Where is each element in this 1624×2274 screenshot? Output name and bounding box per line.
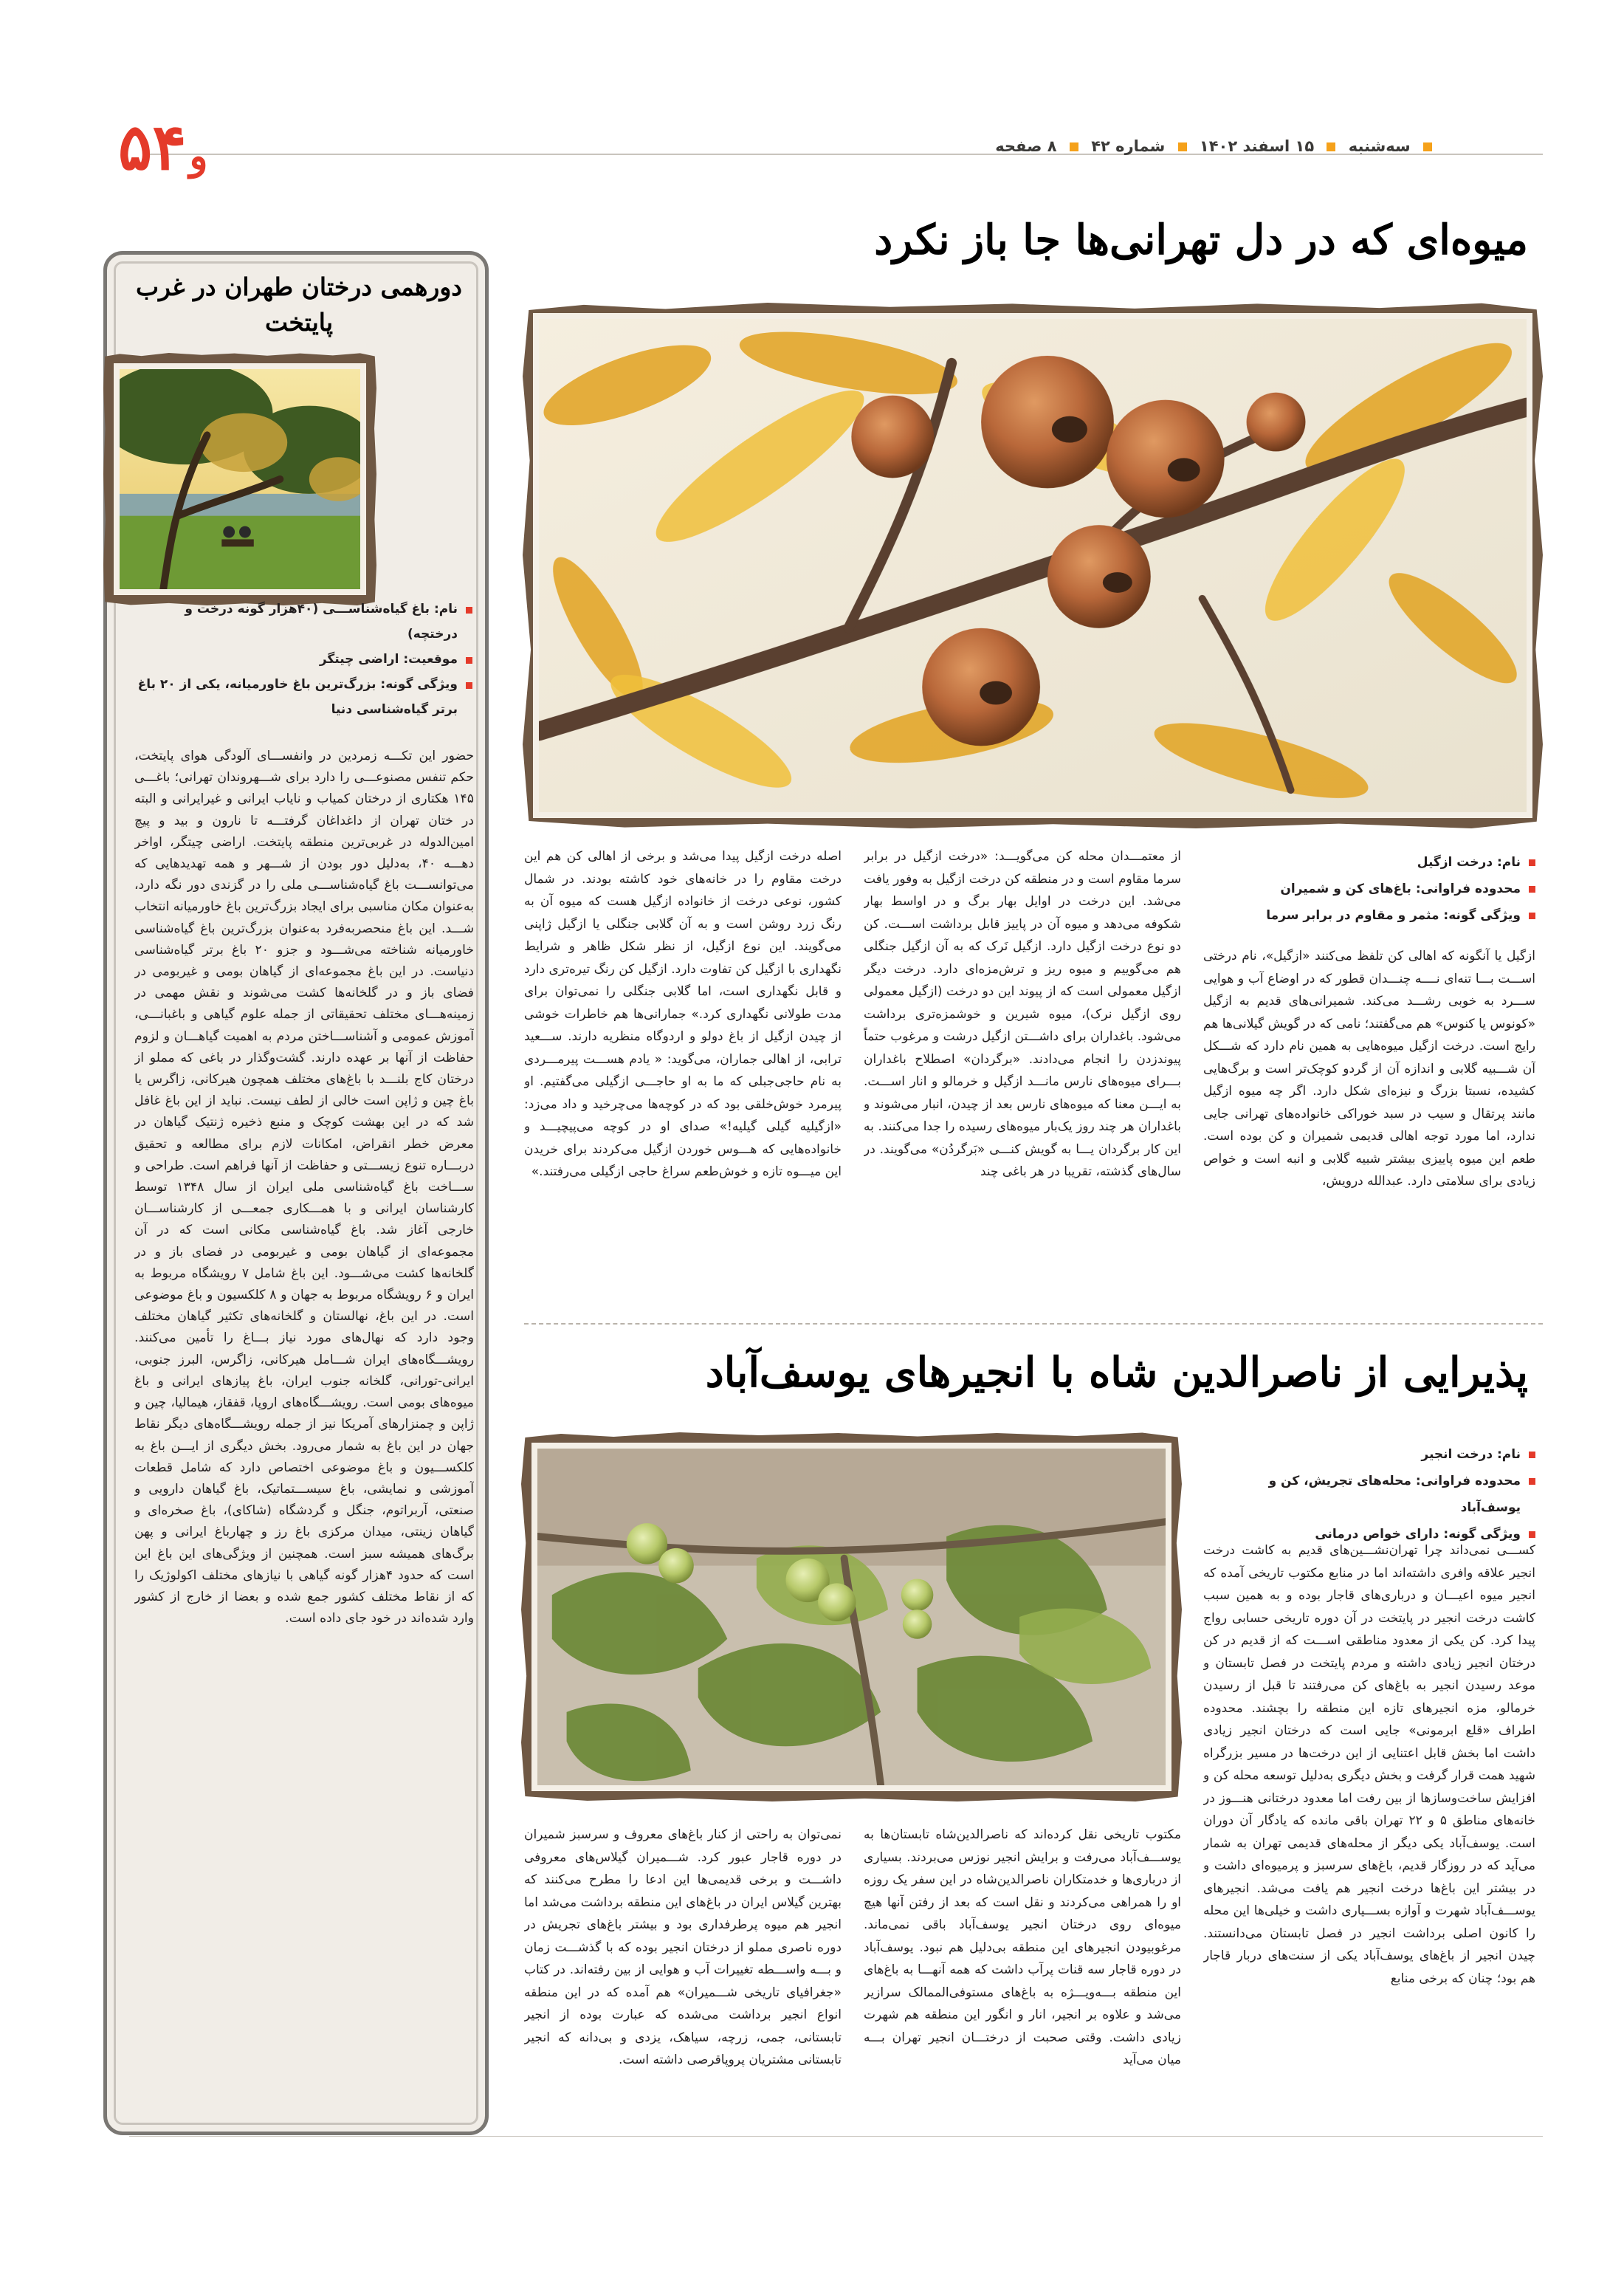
fact-item: موقعیت: اراضی چیتگر bbox=[133, 647, 472, 672]
page-number-right: ۵ bbox=[118, 110, 153, 185]
sidebar-facts bbox=[133, 597, 472, 733]
bullet-square-icon bbox=[1178, 142, 1187, 151]
article1-headline: میوه‌ای که در دل تهرانی‌ها جا باز نکرد bbox=[874, 216, 1528, 264]
fact-item: ویژگی گونه: بزرگ‌ترین باغ خاورمیانه، یکی از ۲۰ باغ برتر گیاه‌شناسی دنیا bbox=[133, 672, 472, 722]
fact-item: محدوده فراوانی: باغ‌های کن و شمیران bbox=[1211, 876, 1535, 902]
fact-item: ویژگی گونه: مثمر و مقاوم در برابر سرما bbox=[1211, 902, 1535, 929]
sidebar-title: دورهمی درختان طهران در غرب پایتخت bbox=[135, 272, 463, 337]
fact-item: محدوده فراوانی: محله‌های تجریش، کن و یوسف‌آباد bbox=[1211, 1468, 1535, 1521]
article1-column-1: ازگیل یا آنگونه که اهالی کن تلفظ می‌کنند «ازگیل»، نام درختی اســـت بـــا تنه‌ای نــــه چنـــدان قطور که در اوضاع آب و هوایی ســـرد به خوبی رشـــد می‌کند. شمیرانی‌های قدیم به ازگیل «کونوس یا کنوس» هم می‌گفتند؛ نامی که در گویش گیلانی‌ها هم رایج است. درخت ازگیل میوه‌هایی به همین نام دارد که شـــکل آن شـــبیه گلابی و اندازه آن از گردو کوچک‌تر است و برگ‌هایی کشیده، نسبتا بزرگ و نیزه‌ای شکل دارد. اگر چه میوه ازگیل مانند پرتقال و سیب در سبد خوراکی خانواده‌های تهرانی جایی ندارد، اما مورد توجه اهالی قدیمی شمیران و کن بوده است. طعم این میوه پاییزی بیشتر شبیه گلابی و انبه است و خواص زیادی برای سلامتی دارد. عبدالله درویش، bbox=[1203, 949, 1535, 1189]
page-number-and: و bbox=[189, 134, 208, 179]
fig-photo-frame bbox=[521, 1432, 1182, 1801]
medlar-photo bbox=[539, 319, 1527, 812]
page-number bbox=[118, 111, 229, 192]
issue-number: شماره ۴۲ bbox=[1091, 137, 1166, 155]
article1-column-2: از معتمـــدان محله کن می‌گویـــد: «درخت ازگیل در برابر سرما مقاوم است و در منطقه کن درخت ازگیل به وفور یافت می‌شد. این درخت در اوایل بهار برگ و در اواسط بهار شکوفه می‌دهد و میوه آن در پاییز قابل برداشت اســـت. کن دو نوع درخت ازگیل دارد. ازگیل نَرک که به آن ازگیل جنگلی هم می‌گوییم و میوه ریز و ترش‌مزه‌ای دارد. درخت دیگر ازگیل معمولی است که از پیوند این دو درخت (ازگیل معمولی روی ازگیل نرک)، میوه شیرین و خوشمزه‌تری برداشت می‌شود. باغداران برای داشـــتن ازگیل درشت و مرغوب حتماً پیوندزدن را انجام می‌دادند. «برگردان» اصطلاح باغداران بـــرای میوه‌های نارس مانـــد ازگیل و خرمالو و انار اســـت. به ایـــن معنا که میوه‌های نارس بعد از چیدن، انبار می‌شوند و باغداران هر چند روز یک‌بار میوه‌های رسیده را جدا می‌کنند. به این کار برگردان یـــا به گویش کنـــی «بَرگردُن» می‌گویند. در سال‌های گذشته، تقریبا در هر باغی چند bbox=[864, 849, 1181, 1179]
article2-column-1: کســـی نمی‌داند چرا تهران‌نشـــین‌های قدیم به کاشت درخت انجیر علاقه وافری داشته‌اند اما در منابع مکتوب تاریخی آمده که انجیر میوه اعیـــان و درباری‌های قاجار بوده و به همین سبب کاشت درخت انجیر در پایتخت در آن دوره تاریخی حسابی رواج پیدا کرد. کن یکی از معدود مناطقی اســـت که از قدیم در کن درختان انجیر زیادی داشته و مردم پایتخت در فصل تابستان و موعد رسیدن انجیر به باغ‌های کن می‌رفتند تا قبل از رسیدن خرمالو، مزه انجیرهای تازه این منطقه را بچشند. محدوده اطراف «قلع ابرمونی» جایی است که درختان انجیر زیادی داشت اما بخش قابل اعتنایی از این درخت‌ها در مسیر بزرگراه شهید همت قرار گرفت و بخش دیگری به‌دلیل توسعه محله کن و افزایش ساخت‌وسازها از بین رفت اما معدود درختانی هنـــوز در خانه‌های مناطق ۵ و ۲۲ تهران باقی مانده که یادگار آن دوران است. یوسف‌آباد یکی دیگر از محله‌های قدیمی تهران به شمار می‌آید که در روزگار قدیم، باغ‌های سرسبز و پرمیوه‌ای داشت و در بیشتر این باغ‌ها درخت انجیر هم یافت می‌شد. انجیرهای یوســـف‌آباد شهرت و آوازه بســـیاری داشت و خیلی‌ها این محله را کانون اصلی برداشت انجیر در فصل تابستان می‌دانستند. چیدن انجیر از باغ‌های یوسف‌آباد یکی از سنت‌های دربار قاجار هم بود؛ چنان که برخی منابع bbox=[1203, 1543, 1535, 1986]
page-number-left: ۴ bbox=[152, 110, 187, 185]
article2-column-2: مکتوب تاریخی نقل کرده‌اند که ناصرالدین‌شاه تابستان‌ها به یوســـف‌آباد می‌رفت و برایش انجیر نوزس می‌بردند. بسیاری از درباری‌ها و خدمتکاران ناصرالدین‌شاه در این سفر یک روزه او را همراهی می‌کردند و نقل است که بعد از رفتن آنها هیچ میوه‌ای روی درختان انجیر یوسف‌آباد باقی نمی‌ماند. مرغوبیودن انجیرهای این منطقه بی‌دلیل هم نبود. یوسف‌آباد در دوره قاجار سه قنات پرآب داشت که همه آنهـــا به باغ‌های این منطقه بـــه‌ویـــژه به باغ‌های مستوفی‌الممالک سرازیر می‌شد و علاوه بر انجیر، انار و انگور این منطقه هم شهرت زیادی داشت. وقتی صحبت از درختـــان انجیر تهران بـــه میان می‌آید bbox=[864, 1827, 1181, 2067]
footer-rule bbox=[129, 2136, 1543, 2137]
issue-date: ۱۵ اسفند ۱۴۰۲ bbox=[1199, 137, 1315, 155]
article1-facts bbox=[1211, 849, 1535, 930]
medlar-photo-frame bbox=[523, 303, 1543, 828]
article2-headline: پذیرایی از ناصرالدین شاه با انجیرهای یوسف‌آباد bbox=[705, 1348, 1528, 1397]
article1-column-3: اصله درخت ازگیل پیدا می‌شد و برخی از اهالی کن هم این درخت مقاوم را در خانه‌های خود کاشته بودند. در شمال کشور، نوعی درخت از خانواده ازگیل هست که میوه آن به رنگ زرد روشن است و به آن گلابی جنگلی یا ازگیل ژاپنی می‌گویند. این نوع ازگیل، از نظر شکل ظاهر و شرایط نگهداری با ازگیل کن تفاوت دارد. ازگیل کن رنگ تیره‌تری دارد و قابل نگهداری است، اما گلابی جنگلی را نمی‌توان برای مدت طولانی نگهداری کرد.» جمارانی‌ها هم خاطرات خوشی از چیدن ازگیل از باغ دولو و اردوگاه منظریه دارند. ســـعید ترابی، از اهالی جماران، می‌گوید: « یادم هســـت پیرمـــردی به نام حاجی‌جبلی که ما به او حاجـــی ازگیلی می‌گفتیم. او پیرمرد خوش‌خلقی بود که در کوچه‌ها می‌چرخید و داد می‌زد: «ازگیلیه گیلی گیلیه!» صدای او در کوچه می‌پیچیـــد و خانواده‌هایی که هـــوس خوردن ازگیل می‌کردند برای خریدن این میـــوه تازه و خوش‌طعم سراغ حاجی ازگیلی می‌رفتند.» bbox=[524, 849, 842, 1179]
fact-item: نام: درخت انجیر bbox=[1211, 1441, 1535, 1468]
bullet-square-icon bbox=[1327, 142, 1335, 151]
issue-pages: ۸ صفحه bbox=[995, 137, 1057, 155]
fig-photo bbox=[537, 1449, 1166, 1785]
section-divider bbox=[524, 1323, 1543, 1325]
bullet-square-icon bbox=[1423, 142, 1432, 151]
fact-item: نام: باغ گیاه‌شناســـی (۴۰هزار گونه درخت و درختچه) bbox=[133, 597, 472, 647]
fact-item: نام: درخت ازگیل bbox=[1211, 849, 1535, 876]
garden-photo bbox=[120, 369, 360, 589]
issue-info bbox=[221, 137, 1439, 167]
garden-photo-frame bbox=[103, 353, 376, 605]
fact-item: ویژگی گونه: دارای خواص درمانی bbox=[1211, 1521, 1535, 1548]
article2-facts bbox=[1211, 1441, 1535, 1542]
bullet-square-icon bbox=[1070, 142, 1078, 151]
sidebar-body: حضور این تکـــه زمردین در وانفســـای آلودگی هوای پایتخت، حکم تنفس مصنوعـــی را دارد برای شـــهروندان تهرانی؛ باغـــی ۱۴۵ هکتاری از درختان کمیاب و نایاب ایرانی و غیرایرانی و البته در ختان تهران از داغداغان گرفتـــه تا نارون و بید و پیچ امین‌الدوله در غربی‌ترین منطقه پایتخت. اراضی چیتگر، اواخر دهـــه ۴۰، به‌دلیل دور بودن از شـــهر و همه تهدیدهایی که می‌توانســـت باغ گیاه‌شناســـی ملی را در گزندی دور نگه دارد، به‌عنوان مکان مناسبی برای ایجاد بزرگ‌ترین باغ خاورمیانه انتخاب شـــد. این باغ منحصربه‌فرد به‌عنوان بزرگ‌ترین باغ گیاه‌شناسی خاورمیانه شناخته می‌شـــود و جزو ۲۰ باغ برتر گیاه‌شناسی دنیاست. در این باغ مجموعه‌ای از گیاهان بومی و غیربومی در فضای باز و در گلخانه‌ها کشت می‌شوند و نقش مهمی در زمینه‌هـــای مختلف تحقیقاتی از جمله علوم گیاهی و باغبانـــی، آموزش عمومی و آشناســـاختن مردم به اهمیت گیاهـــان و لزوم حفاظت از آنها بر عهده دارند. گشت‌وگذار در باغی که مملو از درختان کاج بلنـــد با باغ‌های مختلف همچون هیرکانی، زاگرس یا باغ چین و ژاپن است خالی از لطف نیست. نباید از این باغ غافل شد که در این بهشت کوچک و منبع ذخیره ژنتیک گیاهان در معرض خطر انقراض، امکانات لازم برای مطالعه و تحقیق دربـــاره تنوع زیســـتی و حفاظت از آنها فراهم است. طراحی و ســـاخت باغ گیاه‌شناسی ملی ایران از سال ۱۳۴۸ توسط کارشناسان ایرانی و با همـــکاری جمعـــی از کارشناســـان خارجی آغاز شد. باغ گیاه‌شناسی مکانی است که در آن مجموعه‌ای از گیاهان بومی و غیربومی در فضای باز و در گلخانه‌ها کشت می‌شـــود. این باغ شامل ۷ رویشگاه مربوط به ایران و ۶ رویشگاه مربوط به جهان و ۸ کلکسیون و باغ موضوعی است. در این باغ، نهالستان و گلخانه‌های تکثیر گیاهان مختلف وجود دارد که نهال‌های مورد نیاز بـــاغ را تأمین می‌کنند. رویشـــگاه‌های ایران شـــامل هیرکانی، زاگرس، البرز جنوبی، ایرانی-تورانی، گلخانه جنوب ایران، باغ پیازهای ایرانی و باغ میوه‌های بومی است. رویشـــگاه‌های اروپا، قفقاز، هیمالیا، چین و ژاپن و چمنزارهای آمریکا نیز از جمله رویشـــگاه‌های دیگر نقاط جهان در این باغ به شمار می‌رود. بخش دیگری از ایـــن باغ به کلکســـیون و باغ موضوعی اختصاص دارد که شامل قطعات آموزشی و نمایشی، باغ سیســـتماتیک، باغ گیاهان دارویی و صنعتی، آربراتوم، جنگل و گردشگاه (شاکای)، باغ صخره‌ای و گیاهان زینتی، میدان مرکزی باغ رز و چهارباغ ایرانی و پهن برگ‌های همیشه سبز است. همچنین از ویژگی‌های این باغ این است که حدود ۴هزار گونه گیاهی با نیازهای مختلف اکولوژیک را که از نقاط مختلف کشور جمع شده و بعضا از خارج از کشور وارد شده‌اند در خود جای داده است. bbox=[134, 749, 474, 1627]
article2-column-3: نمی‌توان به راحتی از کنار باغ‌های معروف و سرسبز شمیران در دوره قاجار عبور کرد. شـــمیران گیلاس‌های معروفی داشـــت و برخی قدیمی‌ها این ادعا را مطرح می‌کنند که بهترین گیلاس ایران در باغ‌های این منطقه برداشت می‌شد اما انجیر هم میوه پرطرفداری بود و بیشتر باغ‌های تجریش در دوره ناصری مملو از درختان انجیر بوده که با گذشـــت زمان و بـــه واســـطه تغییرات آب و هوایی از بین رفته‌اند. در کتاب «جغرافیای تاریخی شـــمیران» هم آمده که در این منطقه انواع انجیر برداشت می‌شده که عبارت بوده از انجیر تابستانی، جمی، زرچه، سیاهک، یزدی و بی‌دانه که انجیر تابستانی مشتریان پروپاقرصی داشته است. bbox=[524, 1827, 842, 2067]
issue-day: سه‌شنبه bbox=[1348, 137, 1411, 155]
